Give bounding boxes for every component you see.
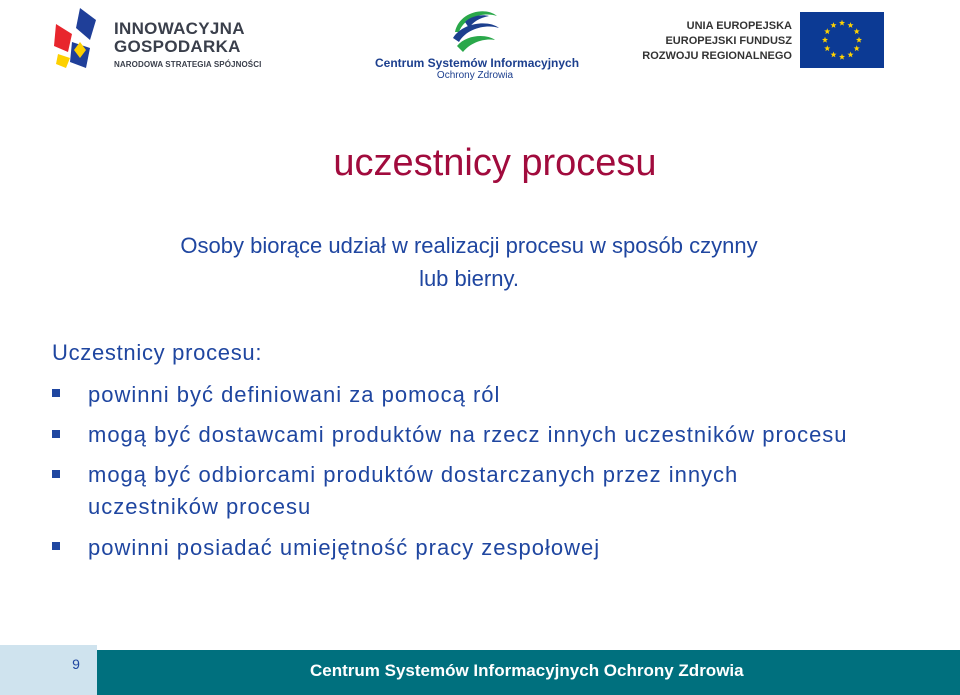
- bullet-text: mogą być odbiorcami produktów dostarczanych przez innych uczestników procesu: [88, 462, 739, 519]
- intro-line-2: lub bierny.: [419, 266, 519, 291]
- slide-title: uczestnicy procesu: [333, 142, 657, 184]
- eu-logo-line2: EUROPEJSKI FUNDUSZ: [665, 35, 792, 47]
- bullet-item: [52, 531, 852, 564]
- logo-ig-line2: GOSPODARKA: [114, 37, 241, 56]
- bullet-text: mogą być dostawcami produktów na rzecz innych uczestników procesu: [88, 422, 848, 447]
- intro-line-1: Osoby biorące udział w realizacji procesu w sposób czynny: [180, 233, 758, 258]
- bullet-text: powinni posiadać umiejętność pracy zespołowej: [88, 535, 601, 560]
- footer-text: Centrum Systemów Informacyjnych Ochrony Zdrowia: [310, 661, 744, 680]
- innowacyjna-gospodarka-logo: [50, 6, 265, 76]
- bullet-item: [52, 419, 852, 451]
- content-heading: Uczestnicy procesu:: [52, 340, 263, 365]
- csioz-logo-line1: Centrum Systemów Informacyjnych: [375, 56, 580, 70]
- eu-flag-icon: [800, 12, 884, 68]
- logo-ig-line3: NARODOWA STRATEGIA SPÓJNOŚCI: [114, 60, 262, 69]
- header: [0, 0, 960, 90]
- bullet-text: powinni być definiowani za pomocą ról: [88, 382, 501, 407]
- intro-text: [40, 229, 898, 295]
- eu-logo-line3: ROZWOJU REGIONALNEGO: [642, 50, 792, 62]
- bullet-item: [52, 378, 852, 411]
- footer-bar: [97, 650, 960, 695]
- bullet-list: [52, 378, 852, 572]
- page-number: 9: [72, 656, 80, 672]
- bullet-square-icon: [52, 389, 60, 397]
- bullet-square-icon: [52, 542, 60, 550]
- bullet-square-icon: [52, 470, 60, 478]
- innowacyjna-gospodarka-mark-icon: [50, 6, 100, 72]
- eu-logo-line1: UNIA EUROPEJSKA: [686, 20, 792, 32]
- bullet-square-icon: [52, 430, 60, 438]
- logo-ig-line1: INNOWACYJNA: [114, 19, 245, 38]
- eu-logo: [642, 12, 884, 72]
- csioz-swirl-icon: [445, 2, 503, 56]
- eu-logo-text: [642, 19, 792, 64]
- bullet-item: [52, 459, 852, 523]
- csioz-logo: [375, 2, 580, 84]
- csioz-logo-line2: Ochrony Zdrowia: [436, 70, 514, 81]
